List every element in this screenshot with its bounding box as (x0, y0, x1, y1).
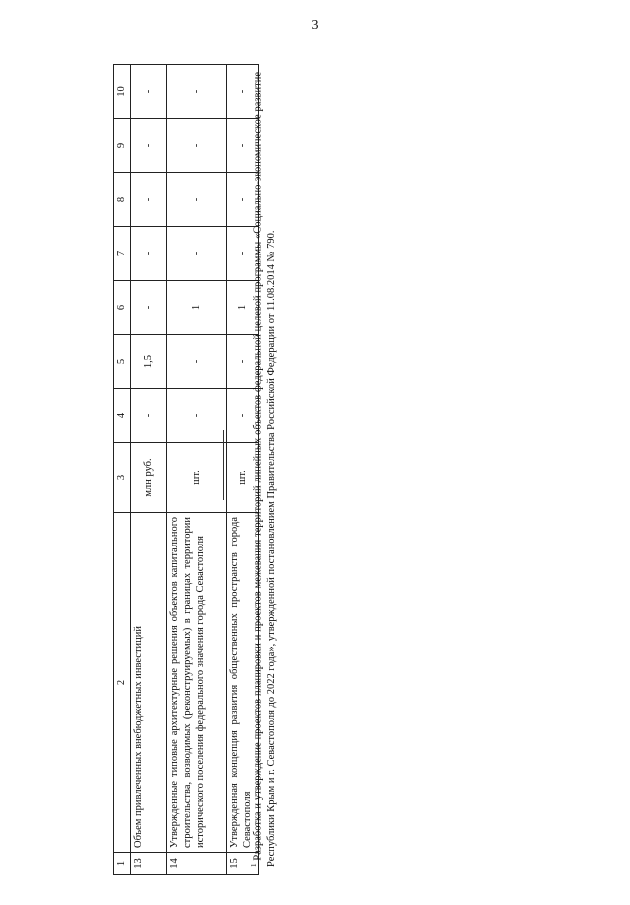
value-cell: - (167, 173, 227, 227)
value-cell: - (131, 281, 167, 335)
unit-cell: шт. (227, 443, 259, 513)
unit-cell: шт. (167, 443, 227, 513)
indicator-name: Утвержденная концепция развития общественных пространств города Севастополя (227, 513, 259, 853)
column-header: 9 (114, 119, 131, 173)
unit-cell: млн руб. (131, 443, 167, 513)
indicator-name: Объем привлеченных внебюджетных инвестиций (131, 513, 167, 853)
column-header: 7 (114, 227, 131, 281)
value-cell: - (167, 389, 227, 443)
value-cell: - (227, 227, 259, 281)
value-cell: - (167, 227, 227, 281)
value-cell: - (227, 65, 259, 119)
value-cell: - (167, 119, 227, 173)
column-header: 8 (114, 173, 131, 227)
value-cell: - (167, 335, 227, 389)
column-header: 3 (114, 443, 131, 513)
value-cell: - (131, 173, 167, 227)
column-header: 6 (114, 281, 131, 335)
column-header: 4 (114, 389, 131, 443)
table-header-row (114, 65, 131, 875)
value-cell: 1 (167, 281, 227, 335)
row-number: 13 (131, 853, 167, 875)
column-header: 5 (114, 335, 131, 389)
table-row (131, 65, 167, 875)
value-cell: - (167, 65, 227, 119)
row-number: 14 (167, 853, 227, 875)
footnote (250, 72, 279, 867)
value-cell: - (227, 173, 259, 227)
value-cell: - (227, 335, 259, 389)
column-header: 10 (114, 65, 131, 119)
value-cell: 1 (227, 281, 259, 335)
rotated-content (113, 65, 318, 875)
value-cell: - (227, 119, 259, 173)
value-cell: - (131, 119, 167, 173)
indicators-table (113, 64, 259, 875)
separator-line (223, 430, 224, 500)
indicator-name: Утвержденные типовые архитектурные решения объектов капитального строительства, возводимых (реконструируемых) в границах территории исторического поселения федерального значения города Севастополя (167, 513, 227, 853)
row-number: 15 (227, 853, 259, 875)
value-cell: 1,5 (131, 335, 167, 389)
page-number: 3 (311, 18, 319, 33)
value-cell: - (131, 65, 167, 119)
table-row (167, 65, 227, 875)
footnote-marker: 1 (250, 863, 258, 867)
column-header: 1 (114, 853, 131, 875)
value-cell: - (131, 227, 167, 281)
footnote-text: Разработка и утверждение проектов планировки и проектов межевания территорий линейных объектов федеральной целевой программы «Социально-экономическое развитие Республики Крым и г. Севастополя до 2022 года», утвержденной постановлением Правительства Российской Федерации от 11.08.2014 № 790. (252, 72, 278, 867)
column-header: 2 (114, 513, 131, 853)
value-cell: - (131, 389, 167, 443)
value-cell: - (227, 389, 259, 443)
